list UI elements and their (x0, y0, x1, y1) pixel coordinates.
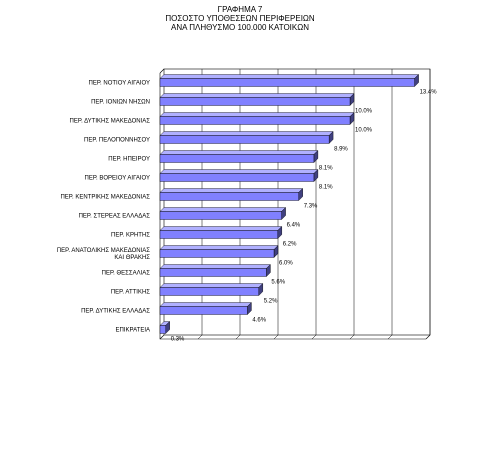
value-label: 5.6% (271, 279, 286, 286)
category-label: ΠΕΡ. ΠΕΛΟΠΟΝΝΗΣΟΥ (84, 137, 150, 144)
category-label: ΠΕΡ. ΑΤΤΙΚΗΣ (110, 289, 150, 296)
value-label: 8.1% (318, 165, 333, 172)
bar (160, 117, 350, 125)
category-label: ΠΕΡ. ΙΟΝΙΩΝ ΝΗΣΩΝ (91, 99, 150, 106)
value-label: 10.0% (355, 127, 373, 134)
category-label: ΠΕΡ. ΣΤΕΡΕΑΣ ΕΛΛΑΔΑΣ (78, 213, 150, 220)
category-label: ΠΕΡ. ΘΕΣΣΑΛΙΑΣ (101, 270, 150, 277)
plot-corner-top (160, 69, 164, 73)
value-label: 8.1% (318, 184, 333, 191)
bar (160, 193, 299, 201)
floor-gridline (274, 335, 278, 339)
floor-gridline (236, 335, 240, 339)
bar (160, 174, 314, 182)
bar (160, 136, 329, 144)
floor-gridline (388, 335, 392, 339)
value-label: 13.4% (419, 89, 437, 96)
bar-top (160, 246, 278, 250)
value-label: 8.9% (334, 146, 348, 153)
value-label: 6.4% (286, 222, 301, 229)
value-label: 10.0% (355, 108, 373, 115)
bar (160, 307, 247, 315)
category-label: ΠΕΡ. ΑΝΑΤΟΛΙΚΗΣ ΜΑΚΕΔΟΝΙΑΣ (56, 248, 150, 254)
bar-top (160, 94, 354, 98)
value-label: 0.3% (170, 336, 185, 343)
bar-top (160, 189, 303, 193)
value-label: 5.2% (263, 298, 278, 305)
plot-corner-bottom (160, 335, 164, 339)
category-label: ΠΕΡ. ΔΥΤΙΚΗΣ ΜΑΚΕΔΟΝΙΑΣ (69, 118, 150, 125)
bar (160, 98, 350, 106)
bar (160, 231, 278, 239)
category-label: ΠΕΡ. ΝΟΤΙΟΥ ΑΙΓΑΙΟΥ (88, 80, 150, 87)
bar (160, 269, 266, 277)
category-label: ΠΕΡ. ΗΠΕΙΡΟΥ (108, 156, 150, 163)
bar-top (160, 284, 263, 288)
value-label: 6.0% (279, 260, 293, 267)
bar-top (160, 75, 419, 79)
category-label: ΠΕΡ. ΔΥΤΙΚΗΣ ΕΛΛΑΔΑΣ (81, 308, 150, 315)
category-label: ΠΕΡ. ΚΕΝΤΡΙΚΗΣ ΜΑΚΕΔΟΝΙΑΣ (60, 194, 150, 201)
category-label: ΕΠΙΚΡΑΤΕΙΑ (115, 327, 150, 334)
bar (160, 250, 274, 258)
bar (160, 212, 282, 220)
chart-subtitle-line-2: ΑΝΑ ΠΛΗΘΥΣΜΟ 100.000 ΚΑΤΟΙΚΩΝ (171, 23, 309, 32)
bar-top (160, 303, 251, 307)
bar-top (160, 227, 282, 231)
chart-subtitle-line-1: ΠΟΣΟΣΤΟ ΥΠΟΘΕΣΕΩΝ ΠΕΡΙΦΕΡΕΙΩΝ (165, 14, 315, 23)
category-label: ΠΕΡ. ΚΡΗΤΗΣ (111, 232, 150, 239)
floor-gridline (198, 335, 202, 339)
floor-gridline (350, 335, 354, 339)
bar-top (160, 208, 286, 212)
bar-top (160, 265, 270, 269)
floor-gridline (312, 335, 316, 339)
value-label: 4.6% (252, 317, 267, 324)
bar (160, 326, 166, 334)
bar-top (160, 170, 318, 174)
bar-top (160, 132, 333, 136)
value-label: 6.2% (282, 241, 297, 248)
floor-gridline (426, 335, 430, 339)
bar-top (160, 113, 354, 117)
bar (160, 155, 314, 163)
bar-top (160, 151, 318, 155)
value-label: 7.3% (303, 203, 318, 210)
chart-title: ΓΡΑΦΗΜΑ 7 (217, 5, 263, 14)
category-label: ΠΕΡ. ΒΟΡΕΙΟΥ ΑΙΓΑΙΟΥ (84, 175, 150, 182)
bar (160, 288, 259, 296)
category-label: ΚΑΙ ΘΡΑΚΗΣ (114, 255, 150, 261)
bar (160, 79, 415, 87)
